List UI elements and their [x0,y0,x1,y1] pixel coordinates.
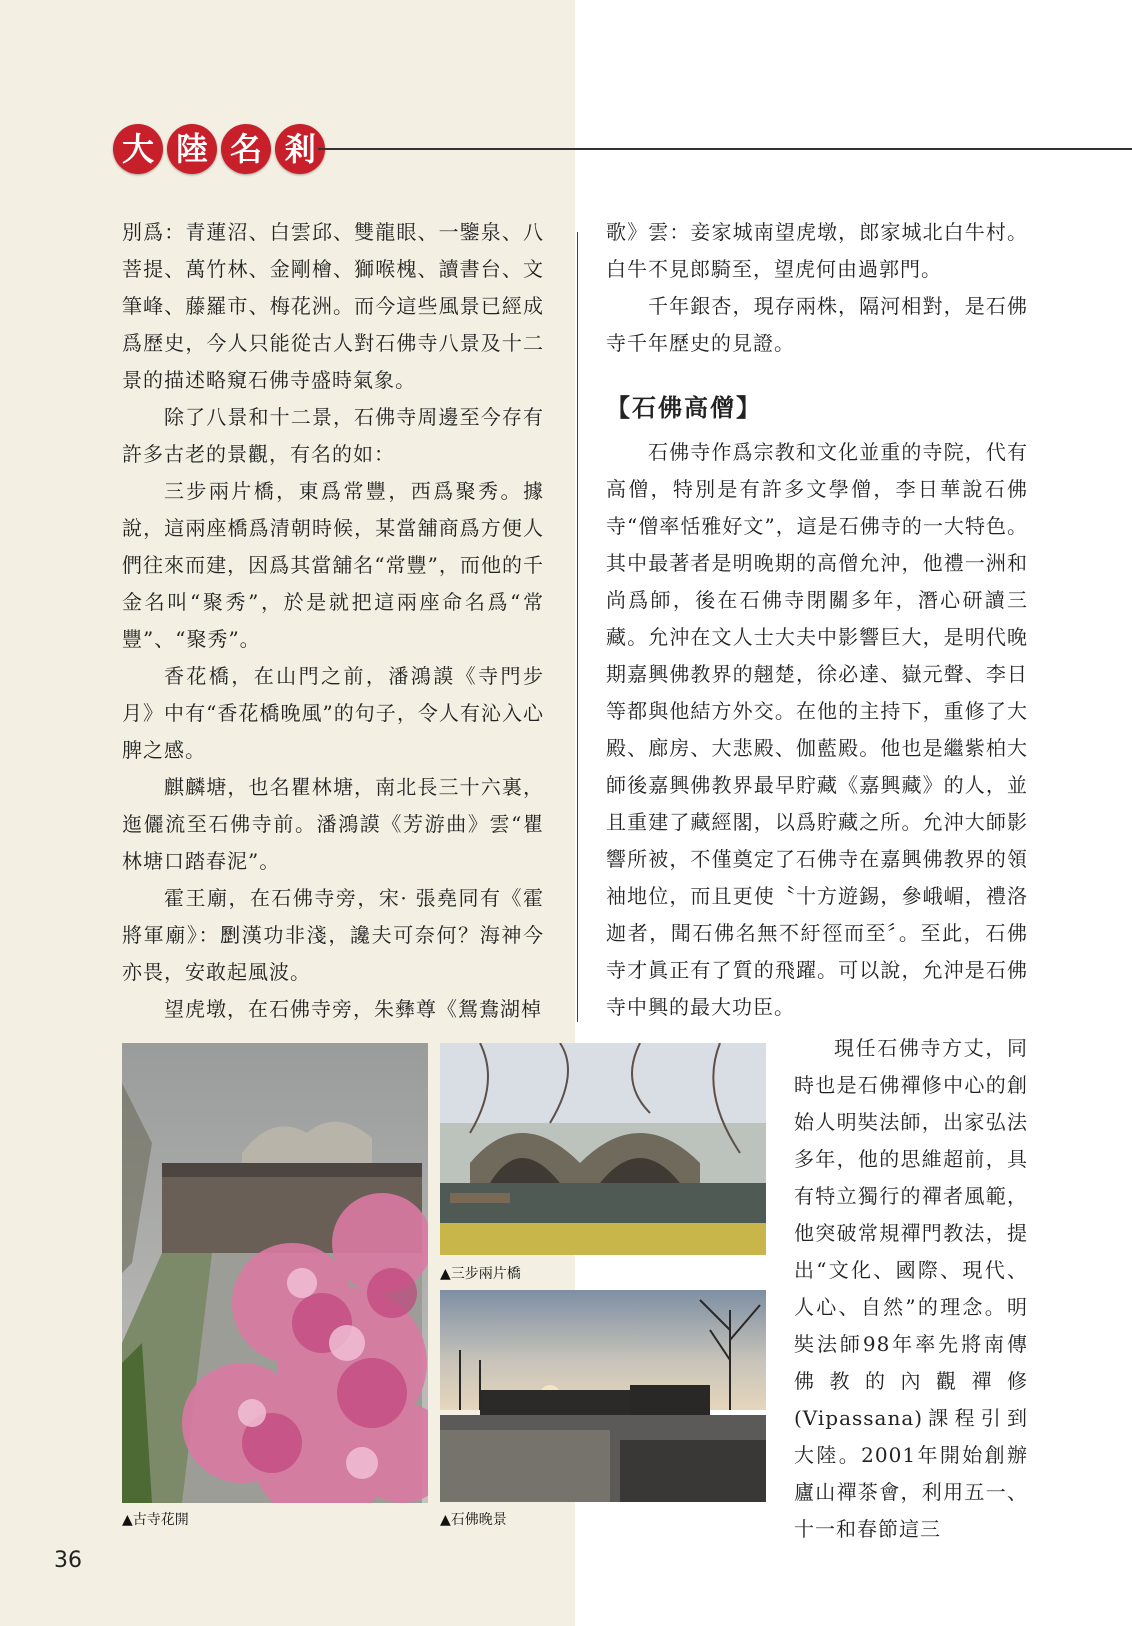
paragraph: 三步兩片橋，東爲常豐，西爲聚秀。據說，這兩座橋爲清朝時候，某當舖商爲方便人們往來而建，因爲其當舖名“常豐”，而他的千金名叫“聚秀”，於是就把這兩座命名爲“常豐”、“聚秀”。 [122,479,544,651]
section-title: 【石佛高僧】 [606,393,762,422]
column-divider [577,232,578,1022]
paragraph: 麒麟塘，也名瞿林塘，南北長三十六裏，迤儷流至石佛寺前。潘鴻謨《芳游曲》雲“瞿林塘口踏春泥”。 [122,775,544,873]
right-top-paragraphs [606,214,1028,362]
temple-blossom-caption: ▲古寺花開 [122,1512,189,1528]
header-char-1: 大 [113,124,163,174]
bridge-caption: ▲三步兩片橋 [440,1266,521,1282]
right-section-paragraphs [606,434,1028,1026]
header-rule [318,148,1132,150]
evening-photo [440,1290,766,1502]
bridge-photo [440,1043,766,1255]
paragraph: 千年銀杏，現存兩株，隔河相對，是石佛寺千年歷史的見證。 [606,294,1028,355]
header-char-2: 陸 [167,124,217,174]
paragraph: 歌》雲：妾家城南望虎墩，郎家城北白牛村。白牛不見郎騎至，望虎何由過郭門。 [606,220,1028,281]
narrow-column [794,1030,1028,1548]
paragraph: 望虎墩，在石佛寺旁，朱彝尊《鴛鴦湖棹 [164,997,542,1021]
temple-blossom-photo [122,1043,428,1503]
paragraph: 除了八景和十二景，石佛寺周邊至今存有許多古老的景觀，有名的如： [122,405,544,466]
header-char-4: 剎 [275,124,325,174]
paragraph: 別爲：青蓮沼、白雲邱、雙龍眼、一鑒泉、八菩提、萬竹林、金剛檜、獅喉槐、讀書台、文筆峰、藤羅市、梅花洲。而今這些風景已經成爲歷史，今人只能從古人對石佛寺八景及十二景的描述略窺石佛寺盛時氣象。 [122,220,544,392]
paragraph: 香花橋，在山門之前，潘鴻謨《寺門步月》中有“香花橋晚風”的句子，令人有沁入心脾之感。 [122,664,544,762]
evening-caption: ▲石佛晚景 [440,1512,507,1528]
header-char-3: 名 [221,124,271,174]
paragraph: 石佛寺作爲宗教和文化並重的寺院，代有高僧，特別是有許多文學僧，李日華說石佛寺“僧率恬雅好文”，這是石佛寺的一大特色。其中最著者是明晚期的高僧允沖，他禮一洲和尚爲師，後在石佛寺閉關多年，潛心研讀三藏。允沖在文人士大夫中影響巨大，是明代晚期嘉興佛教界的翹楚，徐必達、嶽元聲、李日等都與他結方外交。在他的主持下，重修了大殿、廊房、大悲殿、伽藍殿。他也是繼紫柏大師後嘉興佛教界最早貯藏《嘉興藏》的人，並且重建了藏經閣，以爲貯藏之所。允沖大師影響所被，不僅奠定了石佛寺在嘉興佛教界的領袖地位，而且更使〝十方遊錫，參峨嵋，禮洛迦者，聞石佛名無不紆徑而至〞。至此，石佛寺才眞正有了質的飛躍。可以說，允沖是石佛寺中興的最大功臣。 [606,440,1028,1019]
page-number: 36 [54,1548,82,1573]
narrow-paragraph: 現任石佛寺方丈，同時也是石佛禪修中心的創始人明奘法師，出家弘法多年，他的思維超前，具有特立獨行的禪者風範，他突破常規禪門教法，提出“文化、國際、現代、人心、自然”的理念。明奘法師98年率先將南傳佛教的內觀禪修(Vipassana)課程引到大陸。2001年開始創辦廬山禪茶會，利用五一、十一和春節這三 [794,1036,1028,1541]
right-column [606,214,1028,1026]
paragraph: 霍王廟，在石佛寺旁，宋· 張堯同有《霍將軍廟》：𠠝漢功非淺，讒夫可奈何？海神今亦畏，安敢起風波。 [122,886,544,984]
left-column [122,214,544,1028]
